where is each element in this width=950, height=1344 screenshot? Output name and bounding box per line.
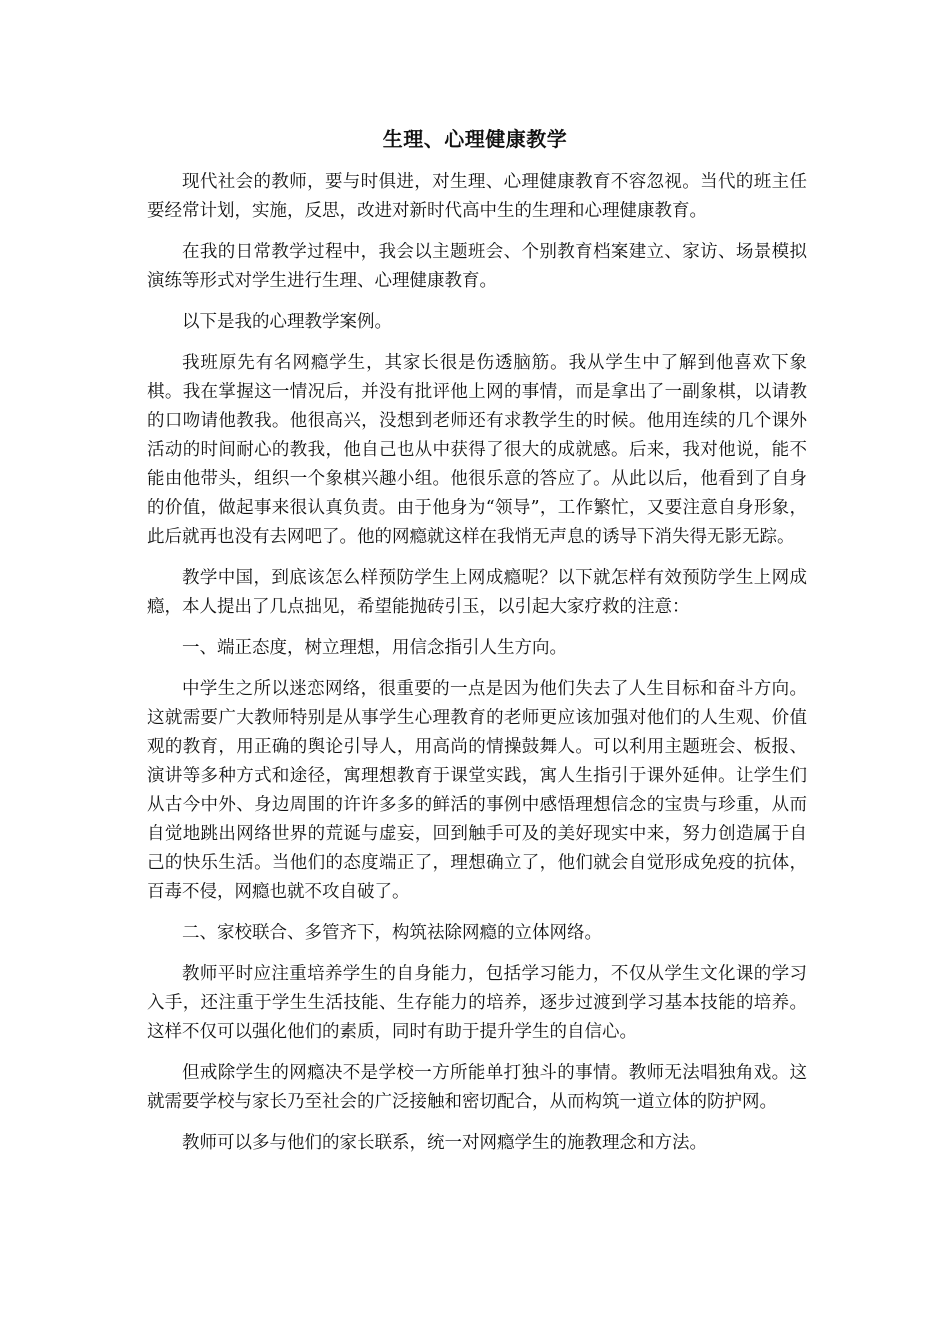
paragraph-case-intro: 以下是我的心理教学案例。	[182, 312, 392, 332]
paragraph-abilities: 教师平时应注重培养学生的自身能力，包括学习能力，不仅从学生文化课的学习入手，还注重于学生生活技能、生存能力的培养，逐步过渡到学习基本技能的培养。这样不仅可以强化他们的素质，同时有助于提升学生的自信心。	[147, 964, 807, 1042]
document-title: 生理、心理健康教学	[382, 127, 568, 151]
paragraph-cooperation: 但戒除学生的网瘾决不是学校一方所能单打独斗的事情。教师无法唱独角戏。这就需要学校与家长乃至社会的广泛接触和密切配合，从而构筑一道立体的防护网。	[147, 1063, 807, 1112]
heading-point-two: 二、家校联合、多管齐下，构筑祛除网瘾的立体网络。	[182, 923, 602, 943]
paragraph-point-one: 中学生之所以迷恋网络，很重要的一点是因为他们失去了人生目标和奋斗方向。这就需要广大教师特别是从事学生心理教育的老师更应该加强对他们的人生观、价值观的教育，用正确的舆论引导人，用高尚的情操鼓舞人。可以利用主题班会、板报、演讲等多种方式和途径，寓理想教育于课堂实践，寓人生指引于课外延伸。让学生们从古今中外、身边周围的许许多多的鲜活的事例中感悟理想信念的宝贵与珍重，从而自觉地跳出网络世界的荒诞与虚妄，回到触手可及的美好现实中来，努力创造属于自己的快乐生活。当他们的态度端正了，理想确立了，他们就会自觉形成免疫的抗体，百毒不侵，网瘾也就不攻自破了。	[147, 679, 807, 902]
paragraph-intro: 现代社会的教师，要与时俱进，对生理、心理健康教育不容忽视。当代的班主任要经常计划，实施，反思，改进对新时代高中生的生理和心理健康教育。	[147, 172, 807, 221]
heading-point-one: 一、端正态度，树立理想，用信念指引人生方向。	[182, 638, 567, 658]
paragraph-prevention-intro: 教学中国，到底该怎么样预防学生上网成瘾呢？以下就怎样有效预防学生上网成瘾，本人提出了几点拙见，希望能抛砖引玉，以引起大家疗救的注意：	[147, 568, 807, 617]
paragraph-case-story: 我班原先有名网瘾学生，其家长很是伤透脑筋。我从学生中了解到他喜欢下象棋。我在掌握这一情况后，并没有批评他上网的事情，而是拿出了一副象棋，以请教的口吻请他教我。他很高兴，没想到老师还有求教学生的时候。他用连续的几个课外活动的时间耐心的教我，他自己也从中获得了很大的成就感。后来，我对他说，能不能由他带头，组织一个象棋兴趣小组。他很乐意的答应了。从此以后，他看到了自身的价值，做起事来很认真负责。由于他身为“领导”，工作繁忙，又要注意自身形象，此后就再也没有去网吧了。他的网瘾就这样在我悄无声息的诱导下消失得无影无踪。	[147, 353, 807, 547]
paragraph-parents: 教师可以多与他们的家长联系，统一对网瘾学生的施教理念和方法。	[182, 1133, 707, 1153]
paragraph-methods: 在我的日常教学过程中，我会以主题班会、个别教育档案建立、家访、场景模拟演练等形式对学生进行生理、心理健康教育。	[147, 242, 807, 291]
document-body	[147, 168, 807, 1170]
